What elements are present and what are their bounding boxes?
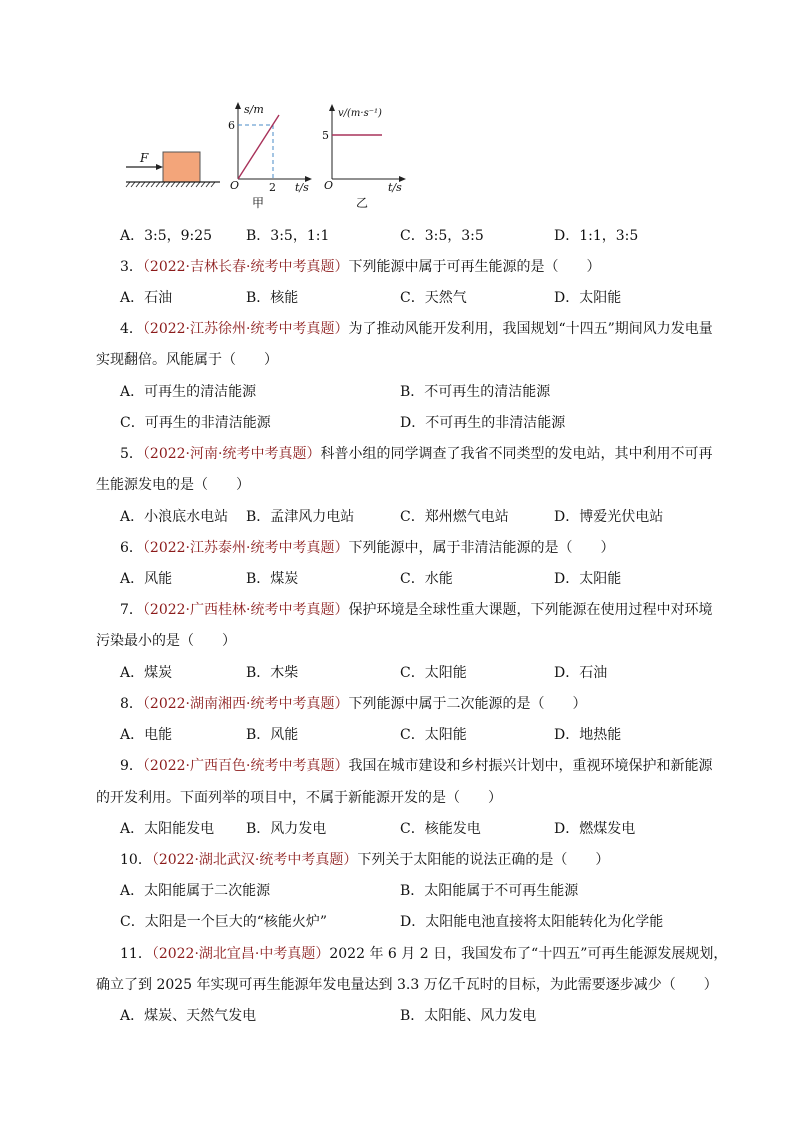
hatch-mark [141,182,145,187]
option-d[interactable]: D．地热能 [554,727,622,743]
option-d[interactable]: D．太阳能 [554,571,622,587]
question-source: （2022·吉林长春·统考中考真题） [142,259,349,275]
question-text [120,757,712,775]
option-d[interactable]: D．太阳能电池直接将太阳能转化为化学能 [400,914,664,930]
g1-caption: 甲 [252,196,265,210]
option-c[interactable]: C．太阳是一个巨大的“核能火炉” [120,914,328,930]
option-b[interactable]: B．太阳能、风力发电 [400,1008,537,1024]
question-source: （2022·江苏徐州·统考中考真题） [142,321,349,337]
question-source: （2022·河南·统考中考真题） [142,446,321,462]
block [163,152,200,182]
question-text [120,320,713,338]
question-stem-line2: 污染最小的是（ ） [96,633,236,649]
option-a[interactable]: A．石油 [120,290,173,306]
question-source: （2022·广西桂林·统考中考真题） [142,602,349,618]
hatch-mark [191,182,195,187]
option-a[interactable]: A．煤炭 [120,665,173,681]
g1-y-label: s/m [244,103,264,116]
question-source: （2022·广西百色·统考中考真题） [142,758,349,774]
question-stem-line2: 生能源发电的是（ ） [96,477,250,493]
question-number: 4． [120,321,143,337]
hatch-mark [181,182,185,187]
option-b[interactable]: B．煤炭 [246,571,299,587]
g1-x-tick: 2 [269,181,276,194]
question-number: 10． [120,852,152,868]
option-b[interactable]: B．风能 [246,727,299,743]
question-source: （2022·湖南湘西·统考中考真题） [142,696,349,712]
hatch-mark [186,182,190,187]
question-number: 9． [120,758,143,774]
option-c[interactable]: C．核能发电 [400,821,481,837]
option-b[interactable]: B．孟津风力电站 [246,509,355,525]
hatch-mark [211,182,215,187]
hatch-mark [151,182,155,187]
option-b[interactable]: B．核能 [246,290,299,306]
g1-y-arrow [235,102,241,109]
question-number: 6． [120,540,143,556]
hatch-mark [171,182,175,187]
question-stem-line2: 实现翻倍。风能属于（ ） [96,352,278,368]
option-a[interactable]: A．电能 [120,727,173,743]
motion-figure [118,96,418,214]
option-b[interactable]: B．木柴 [246,665,299,681]
g2-origin: O [324,179,334,192]
question-number: 3． [120,259,143,275]
question-text [120,258,600,276]
question-stem: 2022 年 6 月 2 日，我国发布了“十四五”可再生能源发展规划， [329,946,728,962]
option-b[interactable]: B．风力发电 [246,821,327,837]
hatch-mark [156,182,160,187]
force-arrow-head [156,164,163,170]
g1-x-label: t/s [295,181,309,194]
question-source: （2022·江苏泰州·统考中考真题） [142,540,349,556]
graph-v-t [322,104,406,210]
question-stem: 下列能源中属于二次能源的是（ ） [348,696,587,712]
option-c[interactable]: C．天然气 [400,290,467,306]
question-stem-line2: 确立了到 2025 年实现可再生能源年发电量达到 3.3 万亿千瓦时的目标，为此需要逐步减少（ ） [96,977,718,993]
question-text [120,945,727,963]
hatch-mark [201,182,205,187]
hatch-mark [126,182,130,187]
question-stem-line2: 的开发利用。下面列举的项目中，不属于新能源开发的是（ ） [96,790,502,806]
question-text [120,695,586,713]
option-c[interactable]: C．太阳能 [400,665,467,681]
g2-caption: 乙 [356,196,369,210]
question-stem: 下列关于太阳能的说法正确的是（ ） [357,852,610,868]
option-a[interactable]: A．风能 [120,571,173,587]
question-source: （2022·湖北武汉·统考中考真题） [151,852,358,868]
g2-y-label: v/(m·s⁻¹) [338,108,382,119]
question-stem: 下列能源中属于可再生能源的是（ ） [348,259,601,275]
g1-y-tick: 6 [228,119,235,132]
option-d[interactable]: D．博爱光伏电站 [554,509,664,525]
g2-y-tick: 5 [322,129,329,142]
option-a[interactable]: A．煤炭、天然气发电 [120,1008,257,1024]
option-d[interactable]: D．石油 [554,665,608,681]
option-a[interactable]: A．小浪底水电站 [120,509,229,525]
hatch-mark [136,182,140,187]
hatch-mark [196,182,200,187]
option-b[interactable]: B．不可再生的清洁能源 [400,384,551,400]
hatch-mark [176,182,180,187]
question-stem: 保护环境是全球性重大课题，下列能源在使用过程中对环境 [348,602,713,618]
option-c[interactable]: C．太阳能 [400,727,467,743]
g2-y-arrow [329,104,335,111]
hatch-mark [161,182,165,187]
question-stem: 科普小组的同学调查了我省不同类型的发电站，其中利用不可再 [320,446,713,462]
option-a[interactable]: A．可再生的清洁能源 [120,384,257,400]
ground-hatch [126,182,215,187]
q2-option-d[interactable]: D．1:1，3:5 [554,228,639,244]
hatch-mark [131,182,135,187]
question-stem: 为了推动风能开发利用，我国规划“十四五”期间风力发电量 [348,321,713,337]
question-stem: 下列能源中，属于非清洁能源的是（ ） [348,540,615,556]
q2-option-b[interactable]: B．3:5，1:1 [246,228,330,244]
g2-x-label: t/s [388,181,402,194]
question-text [120,539,614,557]
question-number: 11． [120,946,152,962]
question-number: 5． [120,446,143,462]
option-d[interactable]: D．燃煤发电 [554,821,636,837]
option-c[interactable]: C．可再生的非清洁能源 [120,415,271,431]
block-diagram [126,151,220,187]
question-number: 8． [120,696,143,712]
option-d[interactable]: D．太阳能 [554,290,622,306]
question-text [120,851,609,869]
g1-origin: O [230,179,240,192]
option-b[interactable]: B．太阳能属于不可再生能源 [400,883,579,899]
hatch-mark [206,182,210,187]
question-stem: 我国在城市建设和乡村振兴计划中，重视环境保护和新能源 [348,758,713,774]
graph-s-t [228,102,312,210]
force-label: F [140,151,149,165]
hatch-mark [166,182,170,187]
option-a[interactable]: A．太阳能发电 [120,821,215,837]
option-c[interactable]: C．郑州燃气电站 [400,509,509,525]
hatch-mark [146,182,150,187]
question-text [120,445,712,463]
option-c[interactable]: C．水能 [400,571,453,587]
option-d[interactable]: D．不可再生的非清洁能源 [400,415,566,431]
q2-option-c[interactable]: C．3:5，3:5 [400,228,484,244]
option-a[interactable]: A．太阳能属于二次能源 [120,883,271,899]
question-number: 7． [120,602,143,618]
q2-option-a[interactable]: A．3:5，9:25 [120,228,213,244]
question-text [120,601,712,619]
question-source: （2022·湖北宜昌·中考真题） [151,946,330,962]
